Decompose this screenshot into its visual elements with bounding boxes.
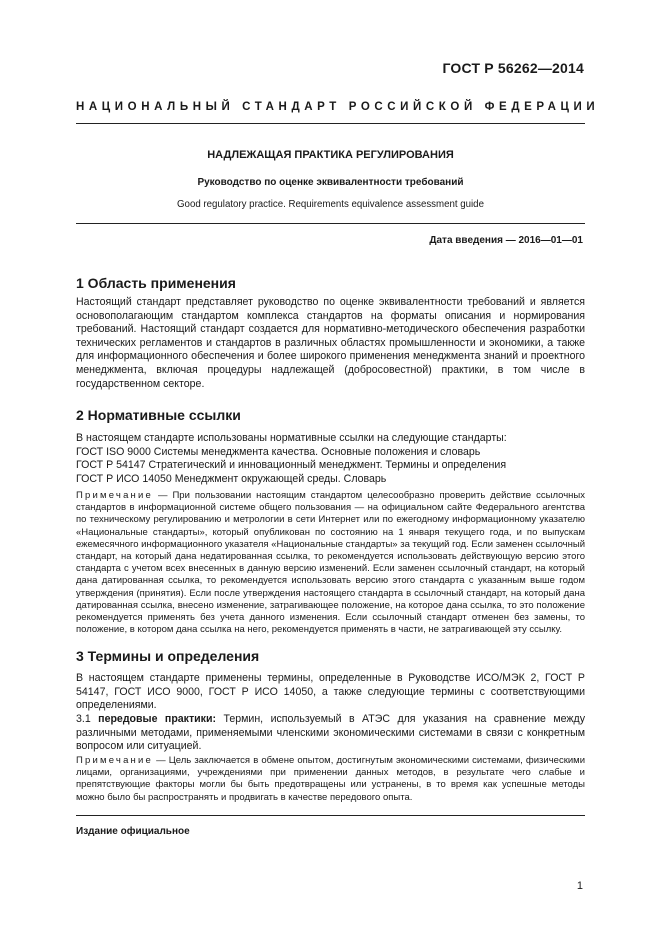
section-2-heading: 2 Нормативные ссылки (76, 407, 241, 423)
page-number: 1 (576, 880, 583, 892)
note-text: — При пользовании настоящим стандартом целесообразно проверить действие ссылочных стандартов в информационной системе общего пользования — на официальном сайте Федерального агентства по техническому регулированию и метрологии в сети Интернет или по ежегодному информационному указателю «Национальные стандарты», который опубликован по состоянию на 1 января текущего года, и по выпускам ежемесячного информационного указателя «Национальные стандарты» за текущий год. Если заменен ссылочный стандарт, на который дана недатированная ссылка, то рекомендуется использовать действующую версию этого стандарта с учетом всех внесенных в данную версию изменений. Если заменен ссылочный стандарт, на который дана датированная ссылка, то рекомендуется использовать версию этого стандарта с указанным выше годом утверждения (принятия). Если после утверждения настоящего стандарта в ссылочный стандарт, на который дана датированная ссылка, внесено изменение, затрагивающее положение, на которое дана ссылка, то это положение рекомендуется применять без учета данного изменения. Если ссылочный стандарт отменен без замены, то положение, в котором дана ссылка на него, рекомендуется применять в части, не затрагивающей эту ссылку. (76, 490, 585, 636)
term-number: 3.1 (76, 713, 99, 725)
section-1-text-content: Настоящий стандарт представляет руководство по оценке эквивалентности требований и является основополагающим стандартом комплекса стандартов на форматы описания и нормирования требований. Настоящий стандарт создается для нормативно-методического обеспечения разработки технических регламентов и стандартов в различных областях промышленности и экономики, а также для информационного обеспечения и более широкого применения менеджмента знаний и проектного менеджмента, включая процедуры надлежащей (добросовестной) практики, в том числе в государственном секторе. (76, 296, 585, 390)
section-1-heading: 1 Область применения (76, 275, 236, 291)
section-1-text (76, 296, 585, 391)
standard-subtitle: Руководство по оценке эквивалентности требований (197, 177, 464, 188)
footer-rule (76, 815, 585, 816)
section-3-note (76, 755, 585, 804)
document-number: ГОСТ Р 56262—2014 (442, 60, 584, 76)
note-label: Примечание (76, 755, 153, 766)
title-rule (76, 223, 585, 224)
section-3-heading: 3 Термины и определения (76, 648, 260, 664)
edition-label: Издание официальное (76, 826, 190, 837)
note-text: — Цель заключается в обмене опытом, достигнутым экономическими системами, физическими лицами, организациями, учреждениями при применении данных методов, в результате чего слабые и препятствующие факторы могли бы быть предотвращены или устранены, в то время как успешные методы можно было бы распространять и продвигать в качестве передового опыта. (76, 755, 585, 803)
term-def: Термин, используемый в АТЭС для указания на сравнение между различными методами, применяемыми членскими экономическими системами в связи с конкретным вопросом или ситуацией. (76, 713, 585, 753)
section-3-intro: В настоящем стандарте применены термины, определенные в Руководстве ИСО/МЭК 2, ГОСТ Р 54147, ГОСТ ИСО 9000, ГОСТ Р ИСО 14050, а также следующие термины с соответствующими определениями. (76, 672, 585, 712)
term-definition (76, 713, 585, 754)
ref-item: ГОСТ Р 54147 Стратегический и инновационный менеджмент. Термины и определения (76, 459, 507, 471)
introduction-date: Дата введения — 2016—01—01 (429, 235, 583, 246)
section-2-intro: В настоящем стандарте использованы нормативные ссылки на следующие стандарты: (76, 432, 507, 444)
header-rule (76, 123, 585, 124)
national-standard-banner: НАЦИОНАЛЬНЫЙ СТАНДАРТ РОССИЙСКОЙ ФЕДЕРАЦИИ (76, 101, 600, 113)
ref-item: ГОСТ ISO 9000 Системы менеджмента качества. Основные положения и словарь (76, 446, 481, 458)
standard-title: НАДЛЕЖАЩАЯ ПРАКТИКА РЕГУЛИРОВАНИЯ (207, 149, 454, 161)
ref-item: ГОСТ Р ИСО 14050 Менеджмент окружающей среды. Словарь (76, 473, 387, 485)
english-title: Good regulatory practice. Requirements equivalence assessment guide (177, 199, 484, 210)
term-name: передовые практики: (98, 713, 217, 725)
section-2-note (76, 490, 585, 636)
section-1-paragraph (76, 296, 585, 391)
note-label: Примечание (76, 490, 153, 501)
